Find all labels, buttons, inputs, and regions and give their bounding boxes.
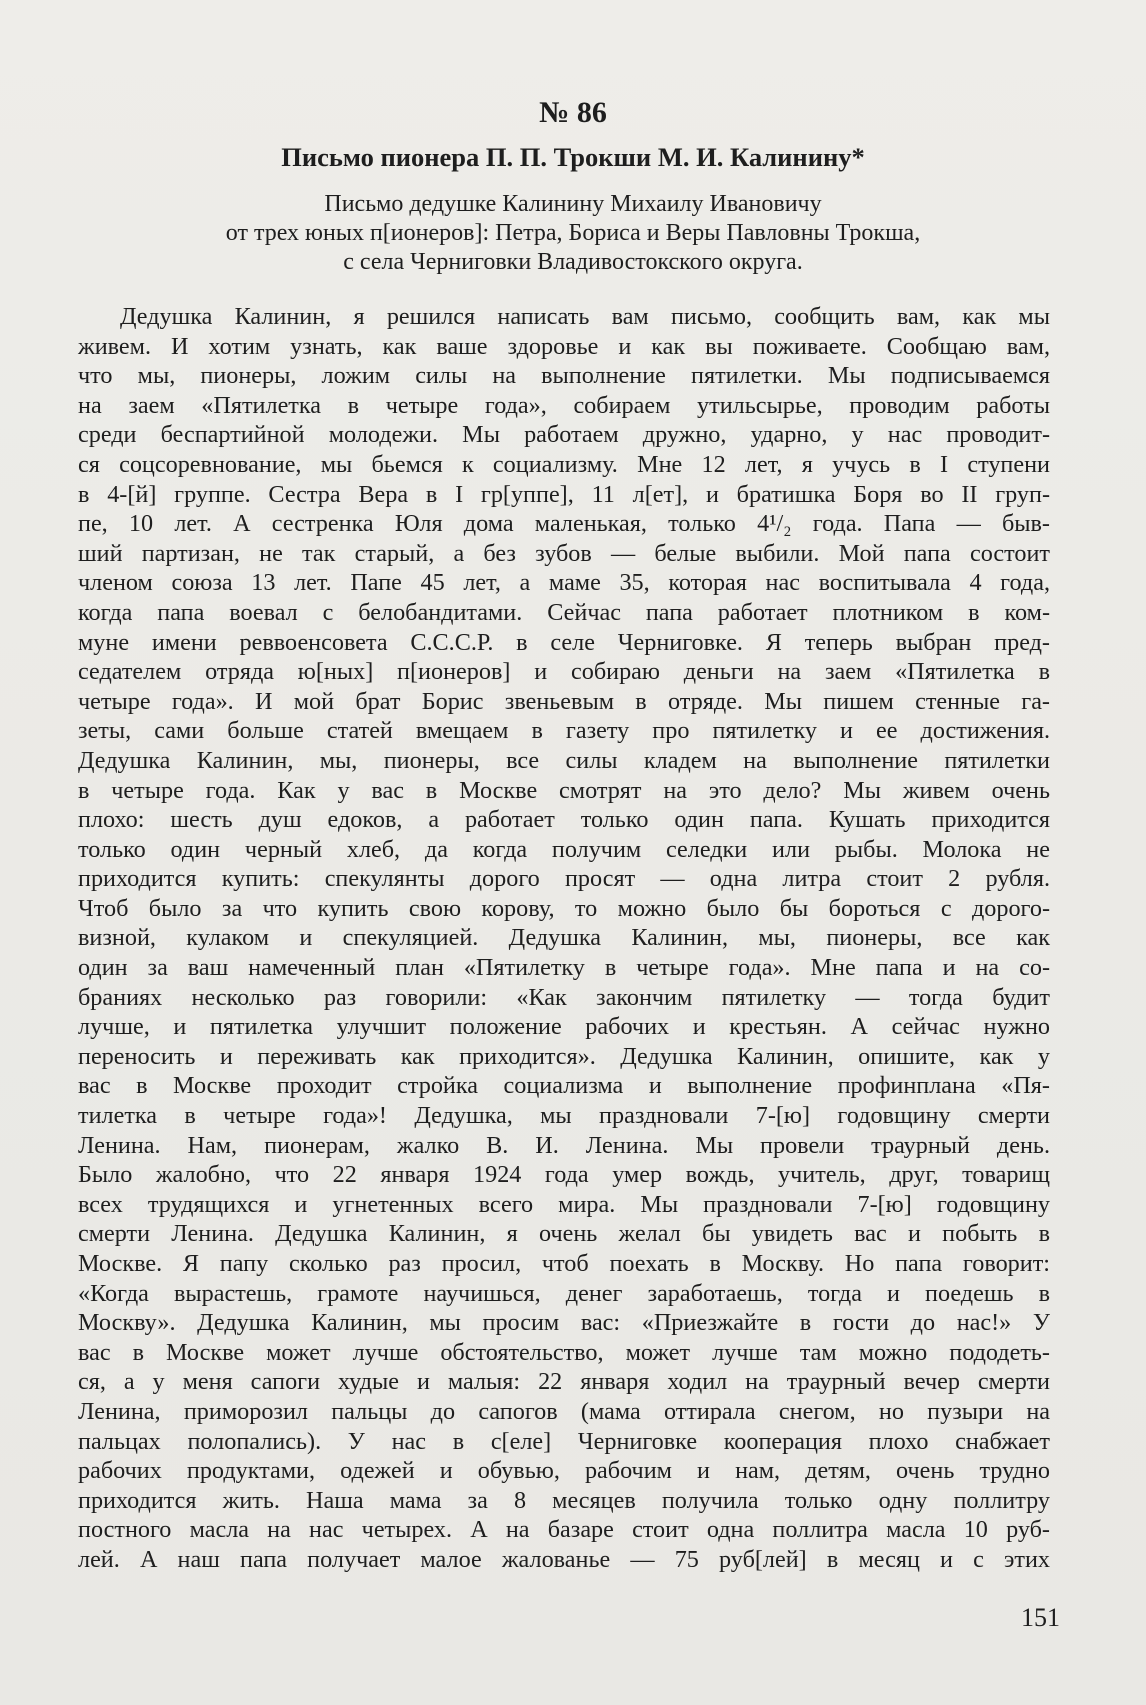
body-line: вас в Москве проходит стройка социализма и выполнение профинплана «Пя- (78, 1072, 1050, 1100)
body-line: ший партизан, не так старый, а без зубов — белые выбили. Мой папа состоит (78, 539, 1050, 567)
body-line: визной, кулаком и спекуляцией. Дедушка Калинин, мы, пионеры, все как (78, 924, 1050, 952)
body-line: смерти Ленина. Дедушка Калинин, я очень желал бы увидеть вас и побыть в (78, 1220, 1050, 1248)
body-line: в четыре года. Как у вас в Москве смотрят на это дело? Мы живем очень (78, 776, 1050, 804)
body-line: Дедушка Калинин, я решился написать вам письмо, сообщить вам, как мы (120, 303, 1050, 330)
body-line: плохо: шесть душ едоков, а работает только один папа. Кушать приходится (78, 806, 1050, 834)
body-line: только один черный хлеб, да когда получим селедки или рыбы. Молока не (78, 835, 1050, 863)
body-line: седателем отряда ю[ных] п[ионеров] и собираю деньги на заем «Пятилетка в (78, 658, 1050, 686)
body-line: членом союза 13 лет. Папе 45 лет, а маме 35, которая нас воспитывала 4 года, (78, 569, 1050, 597)
body-line: зеты, сами больше статей вмещаем в газету про пятилетку и ее достижения. (78, 717, 1050, 745)
body-line: приходится купить: спекулянты дорого просят — одна литра стоит 2 рубля. (78, 865, 1050, 893)
heading-line: Письмо дедушке Калинину Михаилу Ивановичу (324, 191, 822, 217)
body-line: один за ваш намеченный план «Пятилетку в четыре года». Мне папа и на со- (78, 954, 1050, 982)
body-line: тилетка в четыре года»! Дедушка, мы праздновали 7-[ю] годовщину смерти (78, 1102, 1050, 1130)
body-line: муне имени реввоенсовета С.С.С.Р. в селе Черниговке. Я теперь выбран пред- (78, 628, 1050, 656)
letter-heading (80, 190, 1066, 277)
body-line: Дедушка Калинин, мы, пионеры, все силы кладем на выполнение пятилетки (78, 746, 1050, 774)
body-line: браниях несколько раз говорили: «Как закончим пятилетку — тогда будит (78, 983, 1050, 1011)
body-line: живем. И хотим узнать, как ваше здоровье и как вы поживаете. Сообщаю вам, (78, 332, 1050, 360)
body-line: четыре года». И мой брат Борис звеньевым в отряде. Мы пишем стенные га- (78, 687, 1050, 715)
body-line: ся, а у меня сапоги худые и малыя: 22 января ходил на траурный вечер смерти (78, 1368, 1050, 1396)
body-line: в 4-[й] группе. Сестра Вера в I гр[уппе], 11 л[ет], и братишка Боря во II груп- (78, 480, 1050, 508)
heading-line: с села Черниговки Владивостокского округа. (343, 249, 803, 275)
body-line: Москву». Дедушка Калинин, мы просим вас: «Приезжайте в гости до нас!» У (78, 1309, 1050, 1337)
body-line: Было жалобно, что 22 января 1924 года умер вождь, учитель, друг, товарищ (78, 1161, 1050, 1189)
body-line: пе, 10 лет. А сестренка Юля дома маленькая, только 4¹/₂ года. Папа — быв- (78, 510, 1050, 538)
body-line: пальцах полопались). У нас в с[еле] Черниговке кооперация плохо снабжает (78, 1427, 1050, 1455)
body-line: Ленина. Нам, пионерам, жалко В. И. Ленина. Мы провели траурный день. (78, 1131, 1050, 1159)
document-title: Письмо пионера П. П. Трокши М. И. Калинину* (281, 142, 865, 172)
body-line: лучше, и пятилетка улучшит положение рабочих и крестьян. А сейчас нужно (78, 1013, 1050, 1041)
page-number: 151 (1021, 1603, 1060, 1632)
body-line: «Когда вырастешь, грамоте научишься, денег заработаешь, тогда и поедешь в (78, 1279, 1050, 1307)
body-line: рабочих продуктами, одежей и обувью, рабочим и нам, детям, очень трудно (78, 1457, 1050, 1485)
body-line: постного масла на нас четырех. А на базаре стоит одна поллитра масла 10 руб- (78, 1516, 1050, 1544)
body-line: Чтоб было за что купить свою корову, то можно было бы бороться с дорого- (78, 894, 1050, 922)
body-line: ся соцсоревнование, мы бьемся к социализму. Мне 12 лет, я учусь в I ступени (78, 450, 1050, 478)
letter-body (78, 302, 1050, 1575)
body-line: переносить и переживать как приходится». Дедушка Калинин, опишите, как у (78, 1042, 1050, 1070)
document-number: № 86 (539, 96, 607, 129)
body-line: когда папа воевал с белобандитами. Сейчас папа работает плотником в ком- (78, 598, 1050, 626)
body-line: Москве. Я папу сколько раз просил, чтоб поехать в Москву. Но папа говорит: (78, 1250, 1050, 1277)
body-line: среди беспартийной молодежи. Мы работаем дружно, ударно, у нас проводит- (78, 421, 1050, 449)
body-line: вас в Москве может лучше обстоятельство, может лучше там можно пододеть- (78, 1338, 1050, 1366)
body-line: приходится жить. Наша мама за 8 месяцев получила только одну поллитру (78, 1486, 1050, 1514)
body-line: что мы, пионеры, ложим силы на выполнение пятилетки. Мы подписываемся (78, 362, 1050, 390)
body-line: всех трудящихся и угнетенных всего мира. Мы праздновали 7-[ю] годовщину (78, 1190, 1050, 1218)
body-line: на заем «Пятилетка в четыре года», собираем утильсырье, проводим работы (78, 391, 1050, 419)
body-line: Ленина, приморозил пальцы до сапогов (мама оттирала снегом, но пузыри на (78, 1397, 1050, 1425)
heading-line: от трех юных п[ионеров]: Петра, Бориса и Веры Павловны Трокша, (225, 220, 921, 246)
body-line: лей. А наш папа получает малое жалованье — 75 руб[лей] в месяц и с этих (78, 1545, 1050, 1573)
